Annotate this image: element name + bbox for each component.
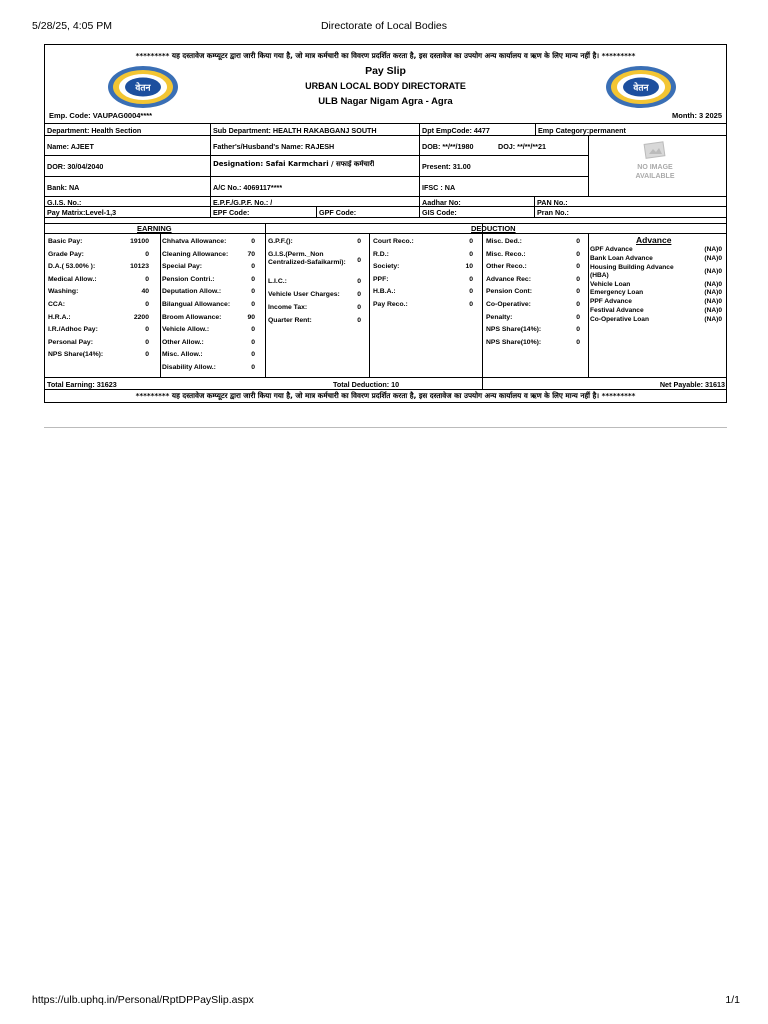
pan-no: PAN No.: xyxy=(537,198,568,207)
pay-item-value: 0 xyxy=(145,326,149,334)
pay-item-label: Personal Pay: xyxy=(48,338,93,346)
epf-gpf-no: E.P.F./G.P.F. No.: / xyxy=(213,198,273,207)
epf-code: EPF Code: xyxy=(213,208,250,217)
advance-item-label: GPF Advance xyxy=(590,246,633,253)
pay-item-value: 0 xyxy=(251,338,255,346)
advance-item-value: (NA)0 xyxy=(704,289,722,297)
sub-department: Sub Department: HEALTH RAKABGANJ SOUTH xyxy=(213,126,377,135)
advance-item-value: (NA)0 xyxy=(704,246,722,253)
pay-item-value: 0 xyxy=(357,238,361,245)
pay-item-value: 90 xyxy=(247,313,255,321)
advance-item-value: (NA)0 xyxy=(704,254,722,262)
dor: DOR: 30/04/2040 xyxy=(47,162,104,171)
advance-item-value: (NA)0 xyxy=(704,280,722,288)
pay-item-label: Society: xyxy=(373,263,400,271)
pay-item-label: Pension Contri.: xyxy=(162,275,215,283)
pay-item-value: 0 xyxy=(251,301,255,308)
advance-item-label: Bank Loan Advance xyxy=(590,254,653,262)
advance-item-value: (NA)0 xyxy=(704,307,722,314)
pran-no: Pran No.: xyxy=(537,208,569,217)
pay-item-value: 0 xyxy=(251,263,255,271)
pay-matrix: Pay Matrix:Level-1,3 xyxy=(47,208,117,217)
pay-item-value: 0 xyxy=(469,238,473,245)
logo-left-text: वेतन xyxy=(135,83,151,94)
pay-item-label: Misc. Allow.: xyxy=(162,351,203,359)
pay-item-label: Grade Pay: xyxy=(48,250,84,258)
pay-item-label: Penalty: xyxy=(486,313,513,321)
dpt-emp-code: Dpt EmpCode: 4477 xyxy=(422,126,490,135)
pay-item-label: H.R.A.: xyxy=(48,313,71,321)
pay-item-label: I.R./Adhoc Pay: xyxy=(48,326,98,334)
emp-code: Emp. Code: VAUPAG0004**** xyxy=(49,111,153,120)
pay-item-label: Co-Operative: xyxy=(486,301,531,308)
pay-item-value: 0 xyxy=(576,301,580,308)
pay-item-value: 0 xyxy=(251,364,255,371)
pay-item-label: NPS Share(14%): xyxy=(48,351,104,359)
emp-name: Name: AJEET xyxy=(47,142,94,151)
pay-item-value: 0 xyxy=(469,301,473,308)
advance-item-label: Housing Building Advance (HBA) xyxy=(590,263,674,279)
account-number: A/C No.: 4069117**** xyxy=(213,183,283,192)
pay-month: Month: 3 2025 xyxy=(671,111,722,120)
logo-right-icon xyxy=(605,65,677,109)
pay-item-value: 0 xyxy=(576,338,580,346)
no-image-text-1: NO IMAGE xyxy=(637,164,673,171)
pay-item-value: 0 xyxy=(251,326,255,334)
pay-item-value: 0 xyxy=(251,351,255,359)
browser-page-title: Directorate of Local Bodies xyxy=(320,20,448,32)
pay-item-value: 0 xyxy=(576,313,580,321)
pay-item-label: Cleaning Allowance: xyxy=(162,250,229,258)
gpf-code: GPF Code: xyxy=(319,208,357,217)
pay-item-label: Bilangual Allowance: xyxy=(162,301,231,308)
pay-item-value: 0 xyxy=(469,275,473,283)
pay-slip xyxy=(44,44,727,403)
advance-item-value: (NA)0 xyxy=(704,298,722,306)
pay-item-value: 0 xyxy=(145,250,149,258)
disclaimer-bottom: ********* यह दस्तावेज कम्प्यूटर द्वारा जारी किया गया है, जो मात्र कर्मचारी का विवरण प्रदर्शित करता है, इस दस्तावेज का उपयोग अन्य कार्यालय व ऋण के लिए मान्य नहीं है। ********* xyxy=(135,391,636,400)
pay-item-label: G.I.S.(Perm._Non Centralized-Safaikarmi): xyxy=(268,251,346,266)
deduction-header: DEDUCTION xyxy=(471,224,516,233)
pay-item-label: Washing: xyxy=(48,288,79,296)
total-deduction: Total Deduction: 10 xyxy=(333,380,400,389)
pay-item-value: 10 xyxy=(465,263,473,271)
present-days: Present: 31.00 xyxy=(422,162,471,171)
pay-item-value: 0 xyxy=(576,263,580,271)
dob: DOB: **/**/1980 xyxy=(422,142,474,151)
pay-item-value: 10123 xyxy=(130,263,149,271)
pay-item-label: Vehicle Allow.: xyxy=(162,326,210,334)
pay-item-label: Deputation Allow.: xyxy=(162,288,222,296)
designation: Designation: Safai Karmchari / सफाई कर्मचारी xyxy=(213,160,375,168)
logo-left-icon xyxy=(107,65,179,109)
page-url: https://ulb.uphq.in/Personal/RptDPPaySlip.aspx xyxy=(32,994,254,1006)
pay-item-label: Advance Rec: xyxy=(486,275,531,283)
pay-item-label: CCA: xyxy=(48,301,65,308)
earning-header: EARNING xyxy=(137,224,172,233)
pay-item-label: Other Reco.: xyxy=(486,263,527,271)
image-placeholder-icon xyxy=(643,140,667,160)
pay-item-label: R.D.: xyxy=(373,250,389,258)
advance-item-label: Festival Advance xyxy=(590,307,644,314)
total-earning: Total Earning: 31623 xyxy=(47,380,117,389)
pay-item-value: 0 xyxy=(145,301,149,308)
no-image-text-2: AVAILABLE xyxy=(635,173,675,180)
advance-item-label: Vehicle Loan xyxy=(590,280,631,288)
pay-item-value: 0 xyxy=(145,338,149,346)
pay-item-label: NPS Share(10%): xyxy=(486,338,542,346)
pay-item-value: 0 xyxy=(251,288,255,296)
gis-no: G.I.S. No.: xyxy=(47,198,82,207)
pay-item-value: 0 xyxy=(576,250,580,258)
pay-item-value: 0 xyxy=(357,278,361,285)
father-name: Father's/Husband's Name: RAJESH xyxy=(213,142,335,151)
pay-item-value: 0 xyxy=(145,351,149,359)
advance-item-label: PPF Advance xyxy=(590,298,632,306)
pay-item-label: Quarter Rent: xyxy=(268,317,312,324)
slip-title: Pay Slip xyxy=(365,65,406,77)
pay-item-value: 0 xyxy=(576,326,580,334)
pay-item-label: H.B.A.: xyxy=(373,288,396,296)
pay-item-label: Other Allow.: xyxy=(162,338,204,346)
pay-item-value: 0 xyxy=(251,275,255,283)
pay-item-label: NPS Share(14%): xyxy=(486,326,542,334)
pay-item-value: 70 xyxy=(247,250,255,258)
advance-item-label: Emergency Loan xyxy=(590,289,644,297)
employee-photo-placeholder xyxy=(605,140,705,190)
unit-name: ULB Nagar Nigam Agra - Agra xyxy=(318,96,453,107)
pay-item-value: 0 xyxy=(145,275,149,283)
department: Department: Health Section xyxy=(47,126,142,135)
pay-item-value: 0 xyxy=(469,250,473,258)
pay-item-label: Pension Cont: xyxy=(486,288,533,296)
advance-header: Advance xyxy=(636,235,672,245)
net-payable: Net Payable: 31613 xyxy=(659,380,725,389)
pay-item-label: Pay Reco.: xyxy=(373,301,408,308)
pay-item-label: Misc. Reco.: xyxy=(486,250,526,258)
pay-item-value: 0 xyxy=(357,304,361,311)
page-separator xyxy=(44,427,727,428)
pay-item-value: 2200 xyxy=(133,313,149,321)
bank: Bank: NA xyxy=(47,183,80,192)
pay-item-value: 0 xyxy=(357,257,361,264)
pay-item-label: Vehicle User Charges: xyxy=(268,291,340,298)
pay-item-label: PPF: xyxy=(373,275,389,283)
pay-item-value: 19100 xyxy=(130,238,149,245)
advance-item-value: (NA)0 xyxy=(704,315,722,323)
pay-item-label: L.I.C.: xyxy=(268,278,287,285)
pay-item-label: Special Pay: xyxy=(162,263,203,271)
pay-item-value: 0 xyxy=(251,238,255,245)
pay-item-label: Court Reco.: xyxy=(373,238,414,245)
pay-item-value: 0 xyxy=(576,238,580,245)
logo-right-text: वेतन xyxy=(633,83,649,94)
pay-item-label: Misc. Ded.: xyxy=(486,238,522,245)
disclaimer-top: ********* यह दस्तावेज कम्प्यूटर द्वारा जारी किया गया है, जो मात्र कर्मचारी का विवरण प्रदर्शित करता है, इस दस्तावेज का उपयोग अन्य कार्यालय व ऋण के लिए मान्य नहीं है। ********* xyxy=(135,51,636,60)
page-number: 1/1 xyxy=(725,994,740,1006)
emp-category: Emp Category:permanent xyxy=(538,126,626,135)
advance-item-value: (NA)0 xyxy=(704,267,722,275)
org-name: URBAN LOCAL BODY DIRECTORATE xyxy=(305,81,466,91)
advance-item-label: Co-Operative Loan xyxy=(590,315,649,323)
doj: DOJ: **/**/**21 xyxy=(498,142,546,151)
pay-item-value: 0 xyxy=(357,317,361,324)
pay-item-label: G.P.F.(): xyxy=(268,238,293,245)
pay-item-value: 0 xyxy=(469,288,473,296)
pay-item-label: Basic Pay: xyxy=(48,238,83,245)
browser-datetime: 5/28/25, 4:05 PM xyxy=(32,20,112,32)
gis-code: GIS Code: xyxy=(422,208,457,217)
pay-item-label: Chhatva Allowance: xyxy=(162,238,227,245)
aadhar-no: Aadhar No: xyxy=(422,198,461,207)
pay-item-value: 0 xyxy=(576,275,580,283)
pay-item-label: Medical Allow.: xyxy=(48,275,97,283)
pay-item-value: 0 xyxy=(357,291,361,298)
ifsc: IFSC : NA xyxy=(422,183,456,192)
pay-item-value: 40 xyxy=(141,288,149,296)
pay-item-value: 0 xyxy=(576,288,580,296)
pay-item-label: Broom Allowance: xyxy=(162,313,222,321)
pay-item-label: D.A.( 53.00% ): xyxy=(48,263,96,271)
pay-item-label: Disability Allow.: xyxy=(162,364,216,371)
pay-item-label: Income Tax: xyxy=(268,304,308,311)
